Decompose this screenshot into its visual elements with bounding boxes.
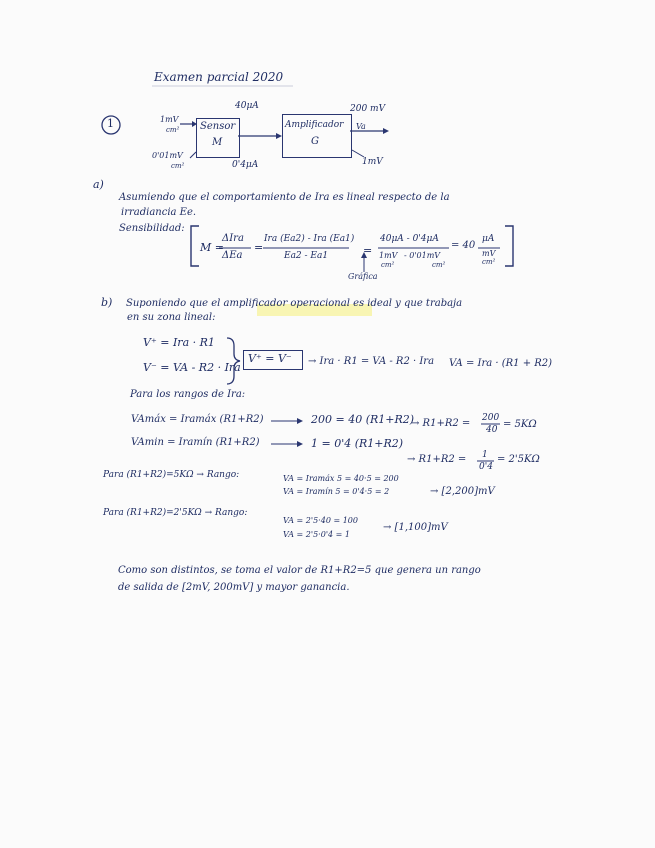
m-equals: M = [200,241,224,254]
vamin-mid: 1 = 0'4 (R1+R2) [311,437,404,450]
part-b-label: b) [101,296,113,309]
vamax-frac-num: 200 [482,413,500,423]
vplus-eq: V⁺ = Ira · R1 [143,336,215,349]
conclusion-line1: Como son distintos, se toma el valor de R1+R2=5 que genera un rango [118,565,481,576]
rangos-title: Para los rangos de Ira: [130,389,246,400]
vamin-left: VAmin = Iramín (R1+R2) [131,437,260,448]
vamax-left: VAmáx = Iramáx (R1+R2) [131,414,264,425]
grafica-note: Gráfica [348,272,378,281]
frac2-num: Ira (Ea2) - Ira (Ea1) [264,234,355,244]
boxed-equation: V⁺ = V⁻ [248,352,292,365]
case2-line1: VA = 2'5·40 = 100 [283,516,358,525]
result-num: μA [482,234,495,244]
current-top-label: 40μA [235,101,259,111]
frac3-den-b-unit: cm² [432,261,446,269]
arrowhead-vamin [297,441,303,447]
output-top-label: 200 mV [350,104,386,114]
result-den-top: mV [482,249,496,258]
arrowhead-vamax [297,418,303,424]
part-a-line2: irradiancia Ee. [121,207,197,218]
frac3-den-a-unit: cm² [381,261,395,269]
case2-left: Para (R1+R2)=2'5KΩ → Rango: [103,508,248,518]
bracket-left [191,226,199,266]
frac3-den-a: 1mV [379,251,398,260]
output-bottom-label: 1mV [362,157,383,167]
derive-1: → Ira · R1 = VA - R2 · Ira [308,356,435,367]
conclusion-line2: de salida de [2mV, 200mV] y mayor ganancia. [118,582,350,593]
case1-line1: VA = Iramáx 5 = 40·5 = 200 [283,474,399,483]
part-a-label: a) [93,178,104,191]
sensor-label: Sensor [200,121,236,132]
output-arrowhead [383,128,389,134]
frac3-den-b: - 0'01mV [404,251,441,260]
vamin-right: → R1+R2 = [407,454,467,465]
problem-number: 1 [107,117,114,130]
frac1-num: ΔIra [222,233,244,244]
equals-3: = [363,244,373,257]
case2-result: → [1,100]mV [383,522,448,533]
amplifier-symbol: G [311,136,319,147]
sensor-symbol: M [212,137,223,148]
amplifier-label: Amplificador [285,120,344,130]
input-top-value: 1mV [160,115,179,124]
vminus-eq: V⁻ = VA - R2 · Ira [143,361,241,374]
part-b-line2: en su zona lineal: [127,312,216,323]
input-bottom-unit: cm² [171,162,185,170]
vamin-frac-num: 1 [482,450,488,460]
bracket-right [505,226,513,266]
frac1-den: ΔEa [222,250,243,261]
vamax-result: = 5KΩ [503,419,537,430]
output-label: Va [356,122,366,131]
result-den-bottom: cm² [482,258,496,266]
current-bottom-label: 0'4μA [232,160,259,170]
derive-2: VA = Ira · (R1 + R2) [449,358,553,369]
vamin-result: = 2'5KΩ [497,454,540,465]
sensitivity-label: Sensibilidad: [119,223,185,234]
frac2-den: Ea2 - Ea1 [284,251,329,261]
output-tick [352,150,364,157]
vamax-right: → R1+R2 = [411,418,471,429]
case1-left: Para (R1+R2)=5KΩ → Rango: [103,470,240,480]
vamin-frac-den: 0'4 [479,462,493,472]
frac3-num: 40μA - 0'4μA [380,234,439,244]
input-bottom-value: 0'01mV [152,151,183,160]
vamax-mid: 200 = 40 (R1+R2) [311,413,415,426]
case2-line2: VA = 2'5·0'4 = 1 [283,530,350,539]
case1-result: → [2,200]mV [430,486,495,497]
vamax-frac-den: 40 [486,425,498,435]
result-value: = 40 [451,240,476,251]
part-b-line1: Suponiendo que el amplificador operacional es ideal y que trabaja [126,298,463,309]
case1-line2: VA = Iramín 5 = 0'4·5 = 2 [283,487,390,496]
page-title: Examen parcial 2020 [154,70,284,84]
part-a-line1: Asumiendo que el comportamiento de Ira es lineal respecto de la [119,192,450,203]
input-top-unit: cm² [166,126,180,134]
equals-2: = [254,241,264,254]
